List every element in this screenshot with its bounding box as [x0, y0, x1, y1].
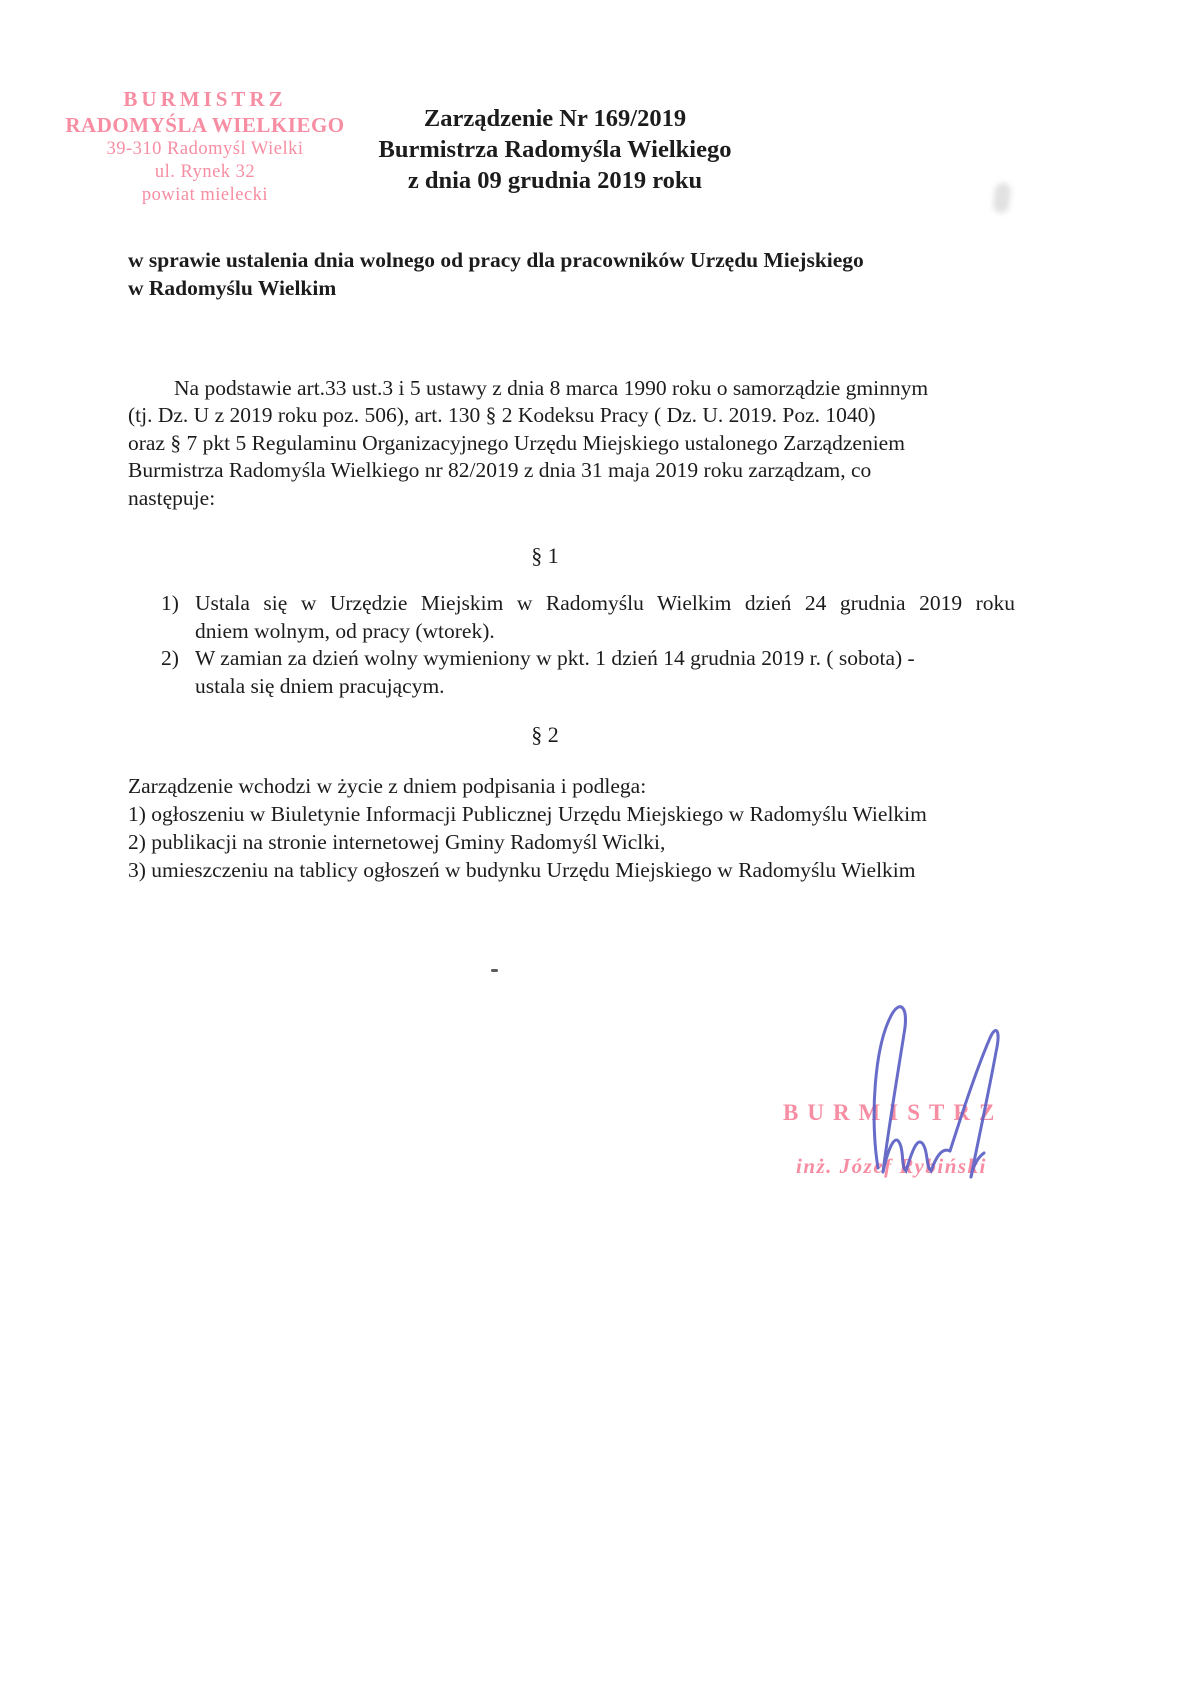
stray-mark [491, 969, 498, 972]
mayor-title-stamp: BURMISTRZ [783, 1100, 1004, 1125]
subject-line-1: w sprawie ustalenia dnia wolnego od pracy dla pracowników Urzędu Miejskiego [128, 248, 864, 272]
publication-item: 2) publikacji na stronie internetowej Gminy Radomyśl Wiclki, [128, 830, 666, 854]
title-line-number: Zarządzenie Nr 169/2019 [423, 105, 687, 132]
section-1-list [161, 590, 1021, 700]
effective-date-clause: Zarządzenie wchodzi w życie z dniem podpisania i podlega: [128, 774, 647, 798]
item-number: 1) [161, 591, 179, 615]
title-line-date: z dnia 09 grudnia 2019 roku [407, 167, 703, 194]
publication-item: 3) umieszczeniu na tablicy ogłoszeń w budynku Urzędu Miejskiego w Radomyślu Wielkim [128, 858, 916, 882]
stamp-line-postcode: 39-310 Radomyśl Wielki [106, 139, 304, 159]
item-text-line: ustala się dniem pracującym. [195, 673, 445, 698]
section-2-heading: § 2 [531, 722, 559, 747]
item-text-line: W zamian za dzień wolny wymieniony w pkt. 1 dzień 14 grudnia 2019 r. ( sobota) - [195, 646, 915, 671]
stamp-line-town: RADOMYŚLA WIELKIEGO [65, 113, 345, 137]
handwritten-signature-icon [800, 1000, 1040, 1185]
item-number: 2) [161, 646, 179, 671]
title-line-issuer: Burmistrza Radomyśla Wielkiego [378, 136, 732, 163]
list-item [161, 645, 1021, 700]
closing-clause [128, 772, 1028, 884]
legal-basis-line: oraz § 7 pkt 5 Regulaminu Organizacyjnego Urzędu Miejskiego ustalonego Zarządzeniem [128, 430, 905, 455]
signer-name-stamp: inż. Józef Rybiński [796, 1154, 987, 1178]
legal-basis-line: Na podstawie art.33 ust.3 i 5 ustawy z dnia 8 marca 1990 roku o samorządzie gminnym [174, 376, 929, 400]
section-1-heading: § 1 [531, 543, 559, 568]
stamp-line-county: powiat mielecki [141, 185, 269, 205]
stamp-line-street: ul. Rynek 32 [154, 162, 256, 182]
ordinance-title [355, 103, 755, 196]
subject-clause [128, 246, 958, 302]
legal-basis-paragraph [128, 375, 1020, 512]
legal-basis-line: następuje: [128, 485, 216, 510]
item-text [195, 645, 1015, 700]
item-text-line: dniem wolnym, od pracy (wtorek). [195, 618, 495, 643]
stamp-line-office: BURMISTRZ [123, 87, 287, 111]
item-text [195, 590, 1015, 645]
subject-line-2: w Radomyślu Wielkim [128, 276, 337, 300]
publication-item: 1) ogłoszeniu w Biuletynie Informacji Publicznej Urzędu Miejskiego w Radomyślu Wielkim [128, 802, 927, 826]
legal-basis-line: Burmistrza Radomyśla Wielkiego nr 82/2019 z dnia 31 maja 2019 roku zarządzam, co [128, 458, 872, 483]
list-item [161, 590, 1021, 645]
scan-smudge [992, 182, 1012, 214]
legal-basis-line: (tj. Dz. U z 2019 roku poz. 506), art. 130 § 2 Kodeksu Pracy ( Dz. U. 2019. Poz. 1040) [128, 403, 876, 428]
sender-stamp [55, 86, 355, 207]
item-text-line: Ustala się w Urzędzie Miejskim w Radomyślu Wielkim dzień 24 grudnia 2019 roku [195, 591, 1015, 615]
